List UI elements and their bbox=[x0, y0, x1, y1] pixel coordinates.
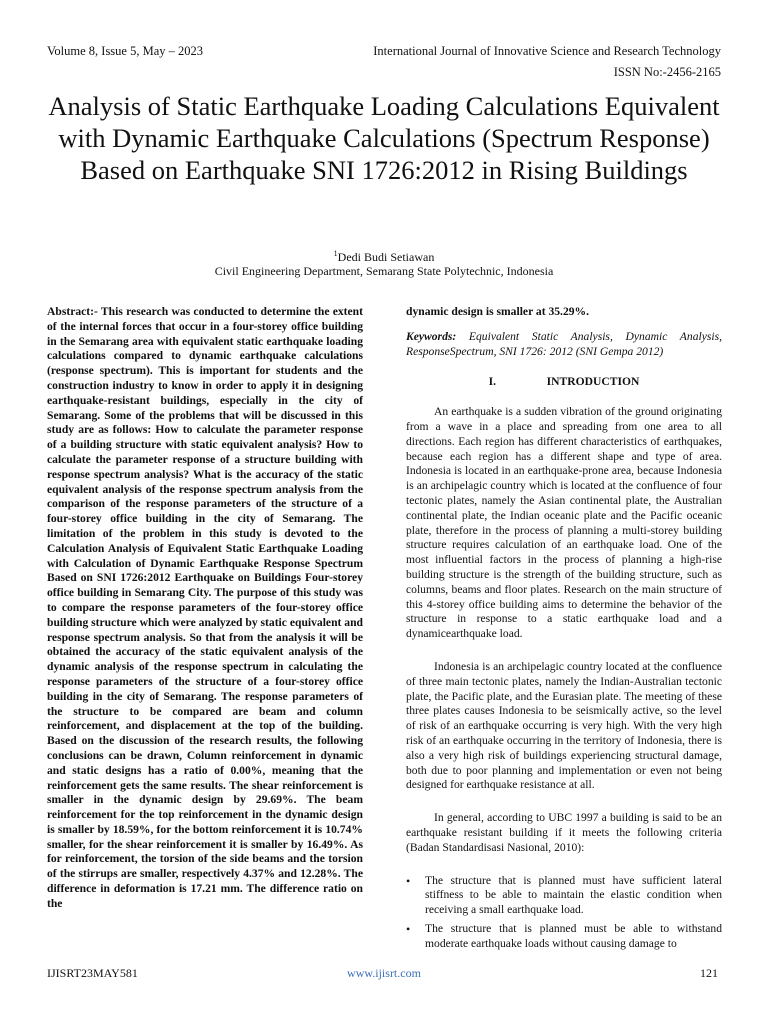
footer-article-id: IJISRT23MAY581 bbox=[47, 966, 138, 980]
keywords-text: Equivalent Static Analysis, Dynamic Analysis, ResponseSpectrum, SNI 1726: 2012 (SNI Gempa 2012) bbox=[406, 329, 722, 358]
author-name: Dedi Budi Setiawan bbox=[337, 250, 435, 264]
list-item-text: The structure that is planned must be able to withstand moderate earthquake loads without causing damage to bbox=[425, 921, 722, 950]
abstract-continuation: dynamic design is smaller at 35.29%. bbox=[406, 305, 590, 318]
section-title: INTRODUCTION bbox=[546, 375, 640, 389]
section-number: I. bbox=[488, 375, 497, 389]
author-affiliation: Civil Engineering Department, Semarang State Polytechnic, Indonesia bbox=[214, 264, 554, 278]
section-heading bbox=[406, 375, 722, 390]
author-line bbox=[0, 249, 768, 265]
bullet-marker: • bbox=[406, 921, 411, 936]
list-item bbox=[406, 922, 722, 952]
list-item-text: The structure that is planned must have sufficient lateral stiffness to be able to maintain the elastic condition when receiving a small earthquake load. bbox=[425, 873, 722, 917]
intro-paragraph: Indonesia is an archipelagic country located at the confluence of three main tectonic plates, namely the Indian-Australian tectonic plate, the Pacific plate, and the Eurasian plate. The meeting of these three plates causes Indonesia to be seismically active, so the level of risk of an earthquake occurring is very high. With the very high risk of an earthquake occurring in the territory of Indonesia, there is also a very high risk of buildings experiencing structural damage, both due to poor planning and implementation or even not being designed for earthquake resistance at all. bbox=[406, 659, 722, 792]
abstract-text: Abstract:- This research was conducted to determine the extent of the internal forces that occur in a four-storey office building in the Semarang area with equivalent static earthquake loading calculations compared to dynamic earthquake calculations (response spectrum). This is important for students and the construction industry to know in order to apply it in designing earthquake-resistant buildings, especially in the city of Semarang. Some of the problems that will be discussed in this study are as follows: How to calculate the parameter response of a building structure with static equivalent analysis? How to calculate the parameter response of a structure building with response spectrum analysis? What is the accuracy of the static equivalent analysis of the response spectrum analysis from the comparison of the response parameters of the structure of a four-storey office building in the city of Semarang. The limitation of the problem in this study is devoted to the Calculation Analysis of Equivalent Static Earthquake Loading with Calculation of Dynamic Earthquake Response Spectrum Based on SNI 1726:2012 Earthquake on Buildings Four-storey office building in Semarang City. The purpose of this study was to compare the response parameters of the four-storey office building structure which were analyzed by static equivalent and response spectrum analysis. So that from the analysis it will be obtained the accuracy of the static equivalent analysis of the dynamic analysis of the response spectrum in calculating the response parameters of the structure of a four-storey office building in the city of Semarang. The response parameters of the structure to be compared are beam and column reinforcement, and displacement at the top of the building. Based on the discussion of the research results, the following conclusions can be drawn, Column reinforcement in dynamic and static designs has a ratio of 0.00%, meaning that the reinforcement gets the same results. The shear reinforcement is smaller in the dynamic design by 29.69%. The beam reinforcement for the top reinforcement in the dynamic design is smaller by 18.59%, for the bottom reinforcement it is 10.74% smaller, for the shear reinforcement it is smaller by 16.49%. As for reinforcement, the torsion of the side beams and the torsion of the stirrups are smaller, respectively 4.37% and 12.28%. The difference in deformation is 17.21 mm. The difference ratio on the bbox=[47, 305, 363, 910]
intro-paragraph: In general, according to UBC 1997 a building is said to be an earthquake resistant building if it meets the following criteria (Badan Standardisasi Nasional, 2010): bbox=[406, 811, 722, 854]
journal-volume-issue: Volume 8, Issue 5, May – 2023 bbox=[47, 44, 204, 58]
page-number: 121 bbox=[700, 966, 718, 980]
bullet-marker: • bbox=[406, 873, 411, 888]
author-affiliation-marker: 1 bbox=[333, 249, 338, 258]
left-column bbox=[47, 305, 363, 912]
keywords bbox=[406, 330, 722, 360]
right-column bbox=[406, 305, 722, 955]
keywords-label: Keywords: bbox=[406, 329, 457, 343]
footer-url-link[interactable]: www.ijisrt.com bbox=[347, 966, 421, 980]
criteria-list bbox=[406, 874, 722, 952]
list-item bbox=[406, 874, 722, 918]
paper-title: Analysis of Static Earthquake Loading Calculations Equivalent with Dynamic Earthquake Calculations (Spectrum Response) Based on Earthquake SNI 1726:2012 in Rising Buildings bbox=[48, 91, 720, 185]
journal-name: International Journal of Innovative Science and Research Technology bbox=[373, 44, 721, 58]
journal-issn: ISSN No:-2456-2165 bbox=[613, 65, 721, 79]
intro-paragraph: An earthquake is a sudden vibration of the ground originating from a wave in a place and spreading from one area to all directions. Each region has different characteristics of earthquakes, because each region has a different shape and type of area. Indonesia is located in an earthquake-prone area, because Indonesia is an archipelagic country which is located at the confluence of four tectonic plates, namely the Asian continental plate, the Australian continental plate, the Indian oceanic plate and the Pacific oceanic plate, therefore in the process of planning a multi-storey building structure requires calculation of an earthquake load. One of the most influential factors in the process of planning a high-rise building structure is the strength of the building structure, such as columns, beams and floor plates. Research on the main structure of this 4-storey office building aims to determine the behavior of the structure in response to a static earthquake load and a dynamicearthquake load. bbox=[406, 405, 722, 641]
